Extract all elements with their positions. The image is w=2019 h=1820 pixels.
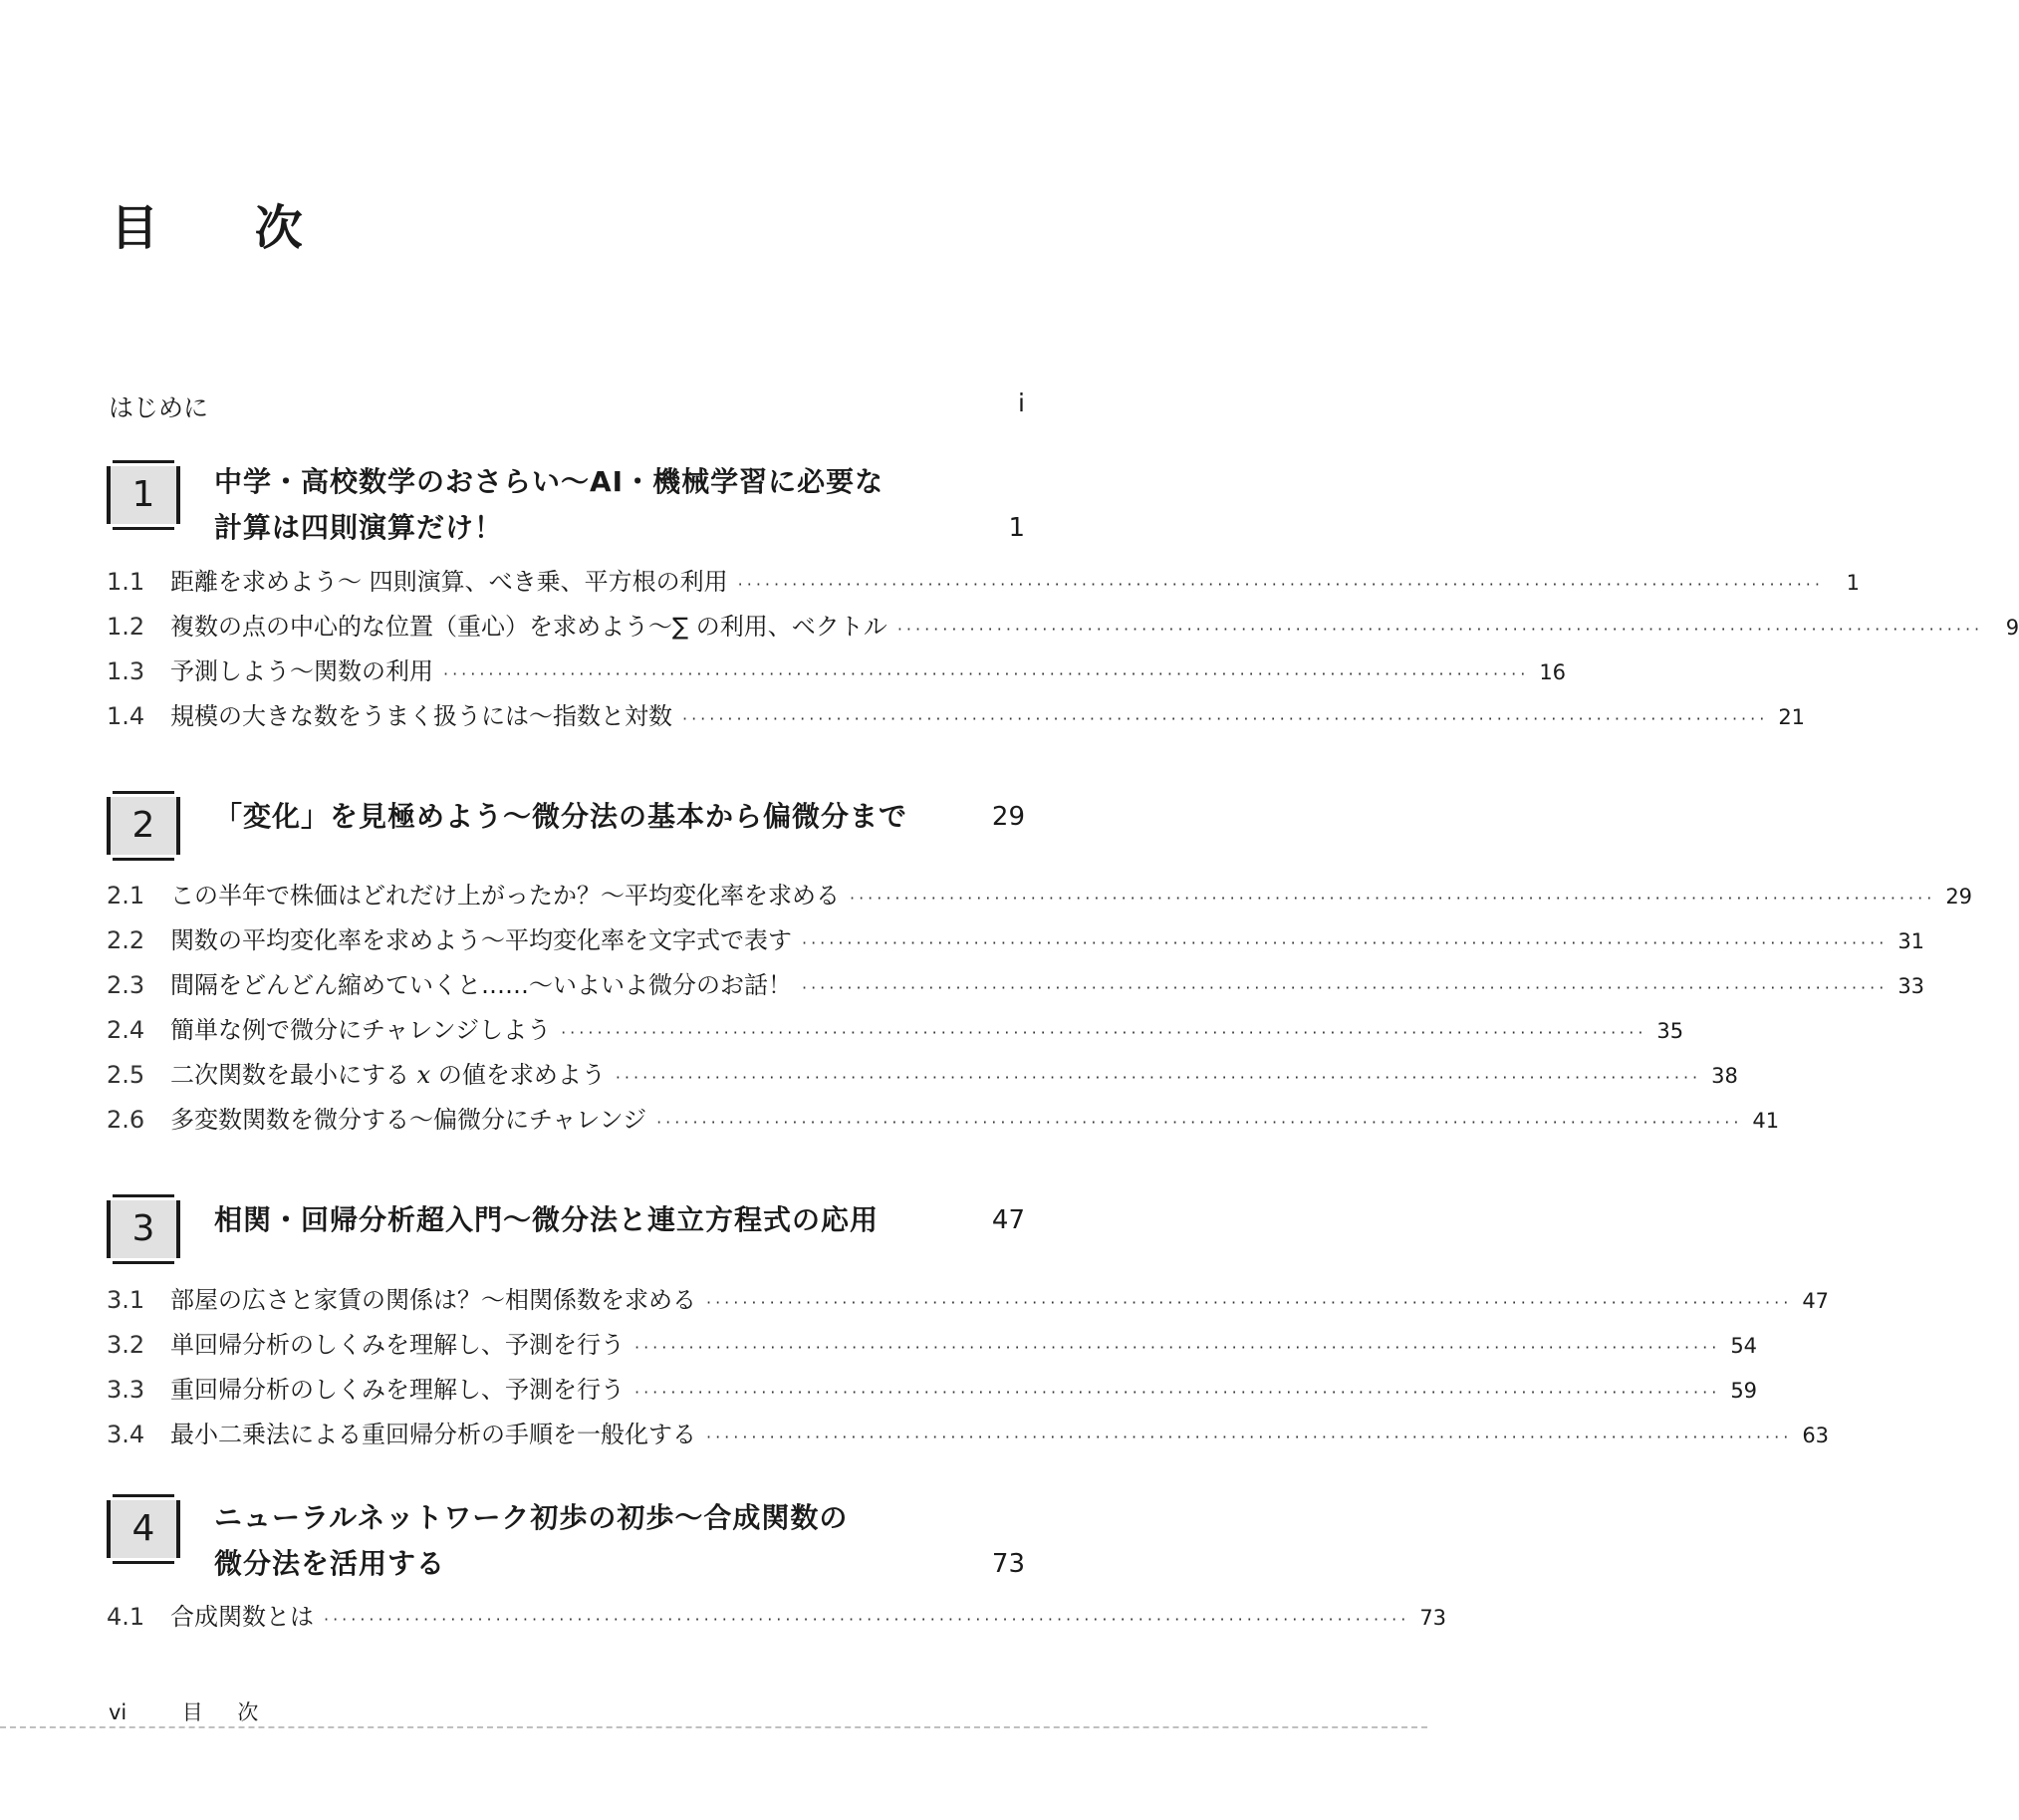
- section-title: 多変数関数を微分する～偏微分にチャレンジ: [170, 1106, 647, 1134]
- dot-leader: ························································································································: [615, 1068, 1702, 1087]
- section-number: 2.6: [107, 1106, 145, 1134]
- toc-section-entry[interactable]: [107, 650, 1567, 694]
- section-title: 関数の平均変化率を求めよう～平均変化率を文字式で表す: [170, 926, 792, 954]
- section-list-1: [107, 560, 2019, 739]
- dot-leader: ························································································································: [634, 1338, 1721, 1357]
- section-number: 2.2: [107, 926, 145, 954]
- section-page: 41: [1752, 1109, 1780, 1133]
- section-list-3: [107, 1278, 1830, 1457]
- toc-section-entry[interactable]: [107, 1278, 1830, 1323]
- page-edge-divider: [0, 1726, 1427, 1728]
- toc-section-entry[interactable]: [107, 560, 1860, 605]
- section-title: 距離を求めよう～ 四則演算、べき乗、平方根の利用: [170, 568, 728, 596]
- section-page: 31: [1897, 929, 1925, 953]
- section-list-2: [107, 874, 1973, 1143]
- dot-leader: ························································································································: [656, 1113, 1743, 1132]
- toc-section-entry[interactable]: [107, 1413, 1830, 1457]
- section-page: 63: [1802, 1424, 1830, 1447]
- section-title: 規模の大きな数をうまく扱うには～指数と対数: [170, 702, 672, 730]
- section-page: 73: [1419, 1606, 1447, 1630]
- front-matter-label: はじめに: [109, 393, 209, 422]
- section-number: 3.4: [107, 1421, 145, 1448]
- chapter-page: 73: [991, 1549, 1025, 1579]
- toc-section-entry[interactable]: [107, 1098, 1780, 1143]
- dot-leader: ························································································································: [324, 1610, 1410, 1629]
- section-page: 54: [1730, 1334, 1758, 1358]
- chapter-number-badge: 4: [107, 1500, 180, 1558]
- section-title-part: 二次関数を最小にする: [170, 1061, 409, 1089]
- section-number: 3.2: [107, 1331, 145, 1359]
- section-number: 2.1: [107, 882, 145, 910]
- dot-leader: ························································································································: [443, 664, 1530, 683]
- folio: vi: [109, 1700, 127, 1724]
- dot-leader: ························································································································: [634, 1383, 1721, 1402]
- chapter-title-line-1: 相関・回帰分析超入門～微分法と連立方程式の応用: [214, 1203, 880, 1236]
- section-page: 9: [2005, 616, 2019, 640]
- section-page: 38: [1711, 1064, 1738, 1088]
- dot-leader: ························································································································: [802, 978, 1889, 997]
- chapter-title-line-2: 微分法を活用する: [214, 1547, 446, 1580]
- dot-leader: ························································································································: [896, 620, 1984, 639]
- page-footer: [109, 1696, 272, 1726]
- toc-section-entry[interactable]: [107, 1053, 1738, 1098]
- toc-section-entry[interactable]: [107, 694, 1806, 739]
- dot-leader: ························································································································: [850, 889, 1936, 908]
- dot-leader: ························································································································: [802, 933, 1889, 952]
- front-matter-page: i: [1018, 389, 1025, 417]
- section-title: 簡単な例で微分にチャレンジしよう: [170, 1016, 552, 1044]
- dot-leader: ························································································································: [706, 1293, 1793, 1312]
- dot-leader: ························································································································: [561, 1023, 1647, 1042]
- section-list-4: [107, 1595, 1447, 1640]
- section-page: 33: [1897, 974, 1925, 998]
- toc-section-entry[interactable]: [107, 963, 1925, 1008]
- toc-section-entry[interactable]: [107, 605, 2019, 650]
- section-page: 1: [1846, 571, 1860, 595]
- section-title: 最小二乗法による重回帰分析の手順を一般化する: [170, 1421, 696, 1448]
- section-number: 4.1: [107, 1603, 145, 1631]
- section-page: 59: [1730, 1379, 1758, 1403]
- dot-leader: ························································································································: [682, 709, 1769, 728]
- chapter-number-badge: 3: [107, 1200, 180, 1258]
- section-title: 部屋の広さと家賃の関係は？～相関係数を求める: [170, 1286, 696, 1314]
- section-number: 1.4: [107, 702, 145, 730]
- toc-section-entry[interactable]: [107, 874, 1973, 918]
- chapter-title-line-1: 中学・高校数学のおさらい～AI・機械学習に必要な: [214, 465, 884, 498]
- section-page: 35: [1656, 1019, 1684, 1043]
- page-title: 目 次: [111, 200, 343, 256]
- section-number: 1.1: [107, 568, 145, 596]
- chapter-page: 47: [991, 1205, 1025, 1235]
- toc-section-entry[interactable]: [107, 1008, 1684, 1053]
- section-page: 29: [1945, 885, 1973, 909]
- dot-leader: ························································································································: [706, 1428, 1793, 1446]
- dot-leader: ························································································································: [737, 575, 1824, 594]
- section-page: 16: [1539, 660, 1567, 684]
- section-title: 重回帰分析のしくみを理解し、予測を行う: [170, 1376, 625, 1404]
- section-number: 2.5: [107, 1061, 145, 1089]
- front-matter-entry[interactable]: [109, 389, 1025, 424]
- chapter-number-badge: 2: [107, 797, 180, 855]
- section-title: 単回帰分析のしくみを理解し、予測を行う: [170, 1331, 625, 1359]
- section-title: 間隔をどんどん縮めていくと……～いよいよ微分のお話！: [170, 971, 792, 999]
- section-page: 21: [1778, 705, 1806, 729]
- chapter-title-line-1: ニューラルネットワーク初歩の初歩～合成関数の: [214, 1501, 849, 1534]
- toc-section-entry[interactable]: [107, 1595, 1447, 1640]
- section-number: 3.3: [107, 1376, 145, 1404]
- section-title: 予測しよう～関数の利用: [170, 657, 433, 685]
- section-title: この半年で株価はどれだけ上がったか？～平均変化率を求める: [170, 882, 840, 910]
- toc-section-entry[interactable]: [107, 918, 1925, 963]
- section-title-part: の値を求めよう: [437, 1061, 606, 1089]
- math-variable: x: [416, 1061, 431, 1089]
- running-head: 目 次: [181, 1700, 273, 1724]
- toc-section-entry[interactable]: [107, 1368, 1758, 1413]
- chapter-title-line-2: 計算は四則演算だけ！: [214, 511, 504, 544]
- toc-section-entry[interactable]: [107, 1323, 1758, 1368]
- chapter-page: 29: [991, 802, 1025, 832]
- section-number: 3.1: [107, 1286, 145, 1314]
- section-number: 2.4: [107, 1016, 145, 1044]
- chapter-page: 1: [1008, 513, 1025, 543]
- section-number: 1.3: [107, 657, 145, 685]
- chapter-number-badge: 1: [107, 466, 180, 524]
- section-title: 合成関数とは: [170, 1603, 314, 1631]
- section-title: [170, 1053, 606, 1098]
- section-number: 1.2: [107, 613, 145, 641]
- section-title: 複数の点の中心的な位置（重心）を求めよう～∑ の利用、ベクトル: [170, 613, 887, 641]
- section-page: 47: [1802, 1289, 1830, 1313]
- chapter-title-line-1: 「変化」を見極めよう～微分法の基本から偏微分まで: [214, 800, 908, 833]
- section-number: 2.3: [107, 971, 145, 999]
